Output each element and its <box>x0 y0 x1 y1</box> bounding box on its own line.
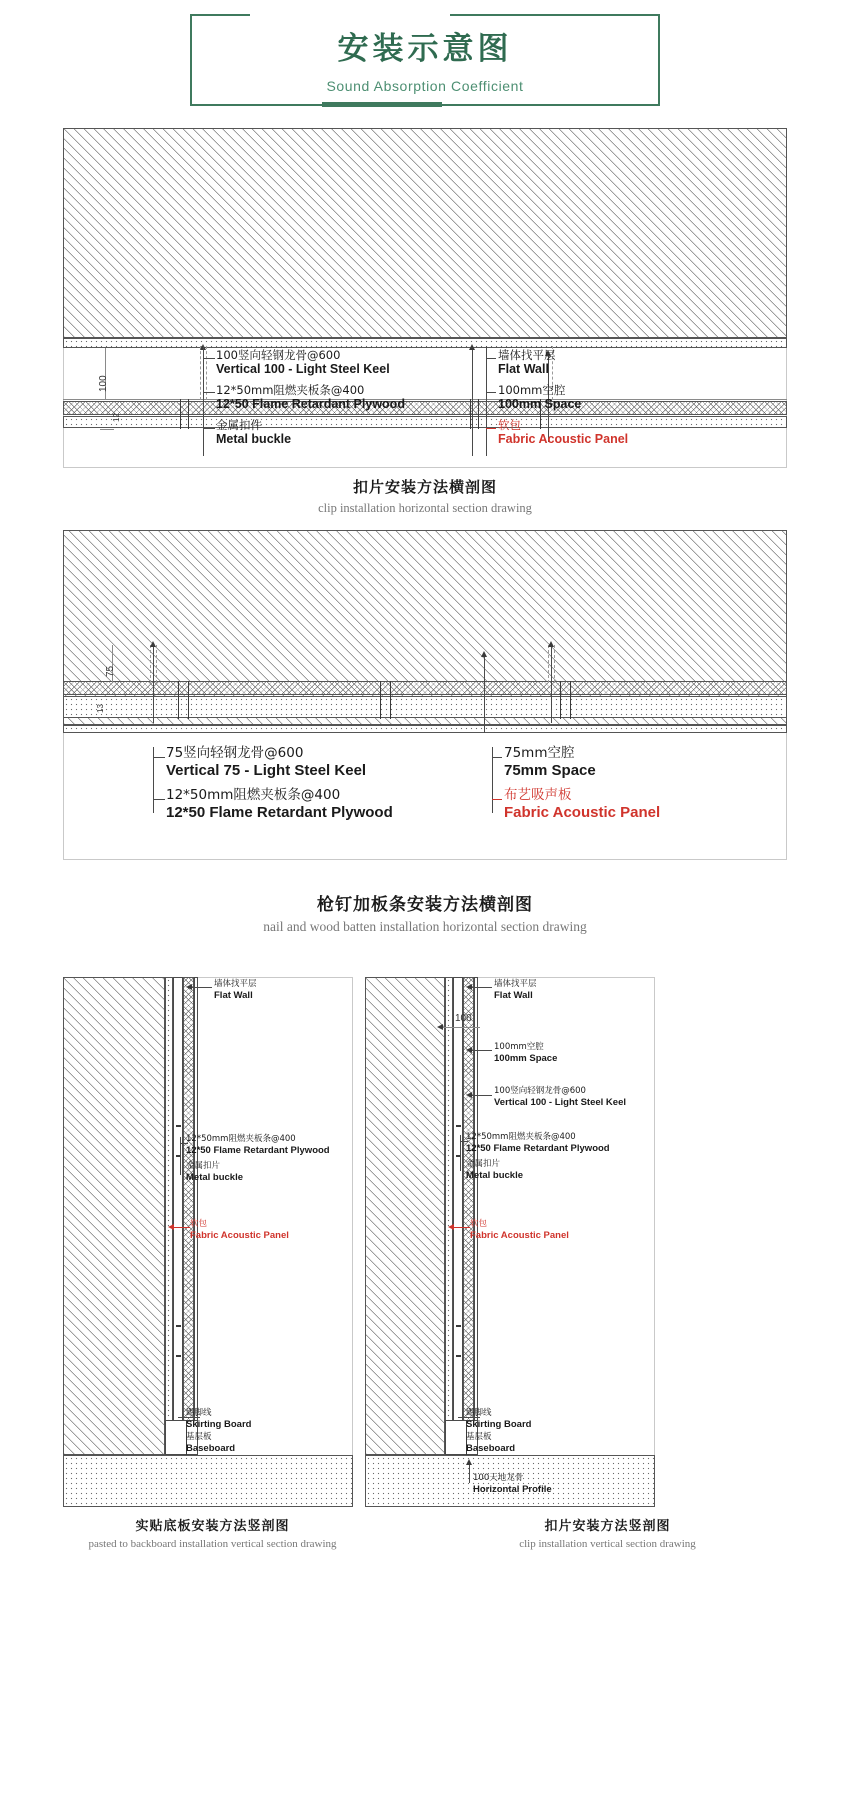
arrow-icon <box>186 984 192 990</box>
arrow-icon <box>466 1459 472 1465</box>
leader-line-red <box>452 1227 470 1228</box>
dimension-75: 75 <box>105 665 116 677</box>
label-baseboard: 基层板 Baseboard <box>466 1432 516 1454</box>
figure2-caption: 枪钉加板条安装方法横剖图 nail and wood batten installation horizontal section drawing <box>263 895 587 934</box>
label-skirting-board: 踢脚线 Skirting Board <box>186 1408 252 1430</box>
label-horizontal-profile: 100天地龙骨 Horizontal Profile <box>473 1473 552 1495</box>
label-metal-buckle: 金属扣件 Metal buckle <box>216 418 292 447</box>
dimension-13: 13 <box>96 704 105 713</box>
label-vertical-keel-100: 100竖向轻钢龙骨@600 Vertical 100 - Light Steel Keel <box>216 348 390 377</box>
flat-wall-layer <box>63 725 787 733</box>
panel-backing-layer <box>63 696 787 718</box>
header-accent-bar <box>322 102 442 107</box>
keel-line <box>554 645 555 683</box>
panel-joint <box>380 681 381 719</box>
arrow-icon <box>168 1224 174 1230</box>
label-flat-wall: 墙体找平层 Flat Wall <box>494 979 537 1001</box>
page-header <box>0 0 850 106</box>
label-flat-wall: 墙体找平层 Flat Wall <box>214 979 257 1001</box>
panel-joint <box>178 681 179 719</box>
dim-line <box>440 1027 480 1028</box>
panel-face-layer <box>474 977 478 1455</box>
keel-line <box>150 645 151 683</box>
cavity-bottom-line <box>63 399 787 400</box>
label-flame-retardant-plywood: 12*50mm阻燃夹板条@400 12*50 Flame Retardant Plywood <box>466 1132 610 1154</box>
leader-vertical <box>469 1463 470 1483</box>
leader-line <box>470 1050 492 1051</box>
leader-line <box>492 757 502 758</box>
panel-joint <box>570 681 571 719</box>
dimension-100: 100 <box>455 1013 472 1024</box>
arrow-icon <box>466 984 472 990</box>
label-fabric-acoustic-panel: 布艺吸声板 Fabric Acoustic Panel <box>504 787 661 821</box>
wall-body <box>365 977 445 1455</box>
panel-joint <box>478 399 479 429</box>
label-metal-buckle: 金属扣片 Metal buckle <box>466 1159 524 1181</box>
page-title: 安装示意图 <box>328 23 523 68</box>
arrow-icon <box>466 1047 472 1053</box>
label-flame-retardant-plywood: 12*50mm阻燃夹板条@400 12*50 Flame Retardant Plywood <box>216 383 405 412</box>
leader-line-red <box>486 428 496 429</box>
leader-line <box>486 392 496 393</box>
leader-vertical <box>484 653 485 733</box>
acoustic-panel-layer <box>63 681 787 695</box>
flat-wall-layer <box>165 977 173 1455</box>
acoustic-panel-layer <box>63 401 787 415</box>
label-metal-buckle: 金属扣片 Metal buckle <box>186 1161 244 1183</box>
label-100mm-space: 100mm空腔 100mm Space <box>498 383 582 412</box>
figure-pasted-backboard-vertical-section <box>0 965 425 1585</box>
panel-joint <box>560 681 561 719</box>
leader-line <box>153 799 165 800</box>
keel-line <box>548 645 549 683</box>
label-vertical-keel-100: 100竖向轻钢龙骨@600 Vertical 100 - Light Steel Keel <box>494 1086 626 1108</box>
panel-joint <box>390 681 391 719</box>
keel-line <box>200 346 201 400</box>
figure1-caption: 扣片安装方法横剖图 clip installation horizontal section drawing <box>318 478 532 515</box>
leader-line <box>203 428 215 429</box>
leader-line <box>203 392 215 393</box>
metal-buckle-mark <box>456 1125 461 1127</box>
cavity-layer <box>453 977 463 1455</box>
metal-buckle-mark <box>456 1325 461 1327</box>
arrow-icon <box>548 641 554 647</box>
leader-line <box>203 358 215 359</box>
figure3-caption: 实贴底板安装方法竖剖图 pasted to backboard installation vertical section drawing <box>88 1519 337 1550</box>
panel-backing-layer <box>63 416 787 428</box>
arrow-icon <box>469 344 475 350</box>
leader-vertical <box>472 346 473 456</box>
leader-line <box>470 1095 492 1096</box>
plywood-batten-layer <box>173 977 183 1455</box>
acoustic-panel-layer <box>183 977 194 1455</box>
panel-joint <box>470 399 471 429</box>
panel-joint <box>188 681 189 719</box>
dimension-12: 12 <box>112 413 121 422</box>
label-baseboard: 基层板 Baseboard <box>186 1432 236 1454</box>
label-fabric-acoustic-panel: 软包 Fabric Acoustic Panel <box>470 1219 569 1241</box>
label-spine-left <box>203 346 204 456</box>
label-vertical-keel-75: 75竖向轻钢龙骨@600 Vertical 75 - Light Steel Keel <box>166 745 367 779</box>
arrow-icon <box>448 1224 454 1230</box>
dim-ext-line <box>105 348 106 400</box>
leader-line-red <box>172 1227 190 1228</box>
label-flame-retardant-plywood: 12*50mm阻燃夹板条@400 12*50 Flame Retardant Plywood <box>166 787 393 821</box>
figure4-caption: 扣片安装方法竖剖图 clip installation vertical section drawing <box>519 1519 696 1550</box>
header-frame <box>190 14 660 106</box>
flat-wall-layer <box>445 977 453 1455</box>
arrow-icon <box>437 1024 443 1030</box>
wall-body <box>63 977 165 1455</box>
dim-ext-line <box>112 645 113 683</box>
leader-line <box>190 987 212 988</box>
label-skirting-board: 踢脚线 Skirting Board <box>466 1408 532 1430</box>
leader-line-red <box>492 799 502 800</box>
panel-face-layer <box>194 977 198 1455</box>
metal-buckle-mark <box>176 1355 181 1357</box>
arrow-icon <box>466 1092 472 1098</box>
arrow-icon <box>150 641 156 647</box>
label-spine-right <box>486 346 487 456</box>
leader-vertical <box>153 643 154 723</box>
leader-vertical <box>551 643 552 723</box>
figure-clip-horizontal-section <box>0 120 850 520</box>
label-fabric-acoustic-panel: 软包 Fabric Acoustic Panel <box>190 1219 289 1241</box>
label-fabric-acoustic-panel: 软包 Fabric Acoustic Panel <box>498 418 629 447</box>
floor-slab <box>63 1455 353 1507</box>
panel-joint <box>180 399 181 429</box>
flat-wall-layer <box>63 338 787 348</box>
metal-buckle-mark <box>176 1125 181 1127</box>
metal-buckle-mark <box>176 1325 181 1327</box>
label-flame-retardant-plywood: 12*50mm阻燃夹板条@400 12*50 Flame Retardant Plywood <box>186 1134 330 1156</box>
label-75mm-space: 75mm空腔 75mm Space <box>504 745 596 779</box>
figure-clip-vertical-section <box>425 965 850 1585</box>
dim-tick <box>100 429 114 430</box>
panel-joint <box>188 399 189 429</box>
figure-nail-batten-horizontal-section <box>0 525 850 955</box>
metal-buckle-mark <box>456 1355 461 1357</box>
page-subtitle: Sound Absorption Coefficient <box>318 78 531 94</box>
keel-line <box>156 645 157 683</box>
wall-body <box>63 128 787 338</box>
leader-line <box>486 358 496 359</box>
label-flat-wall: 墙体找平层 Flat Wall <box>498 348 556 377</box>
dimension-100: 100 <box>98 375 109 392</box>
leader-line <box>470 987 492 988</box>
leader-line <box>153 757 165 758</box>
arrow-icon <box>481 651 487 657</box>
label-100mm-space: 100mm空腔 100mm Space <box>494 1042 558 1064</box>
